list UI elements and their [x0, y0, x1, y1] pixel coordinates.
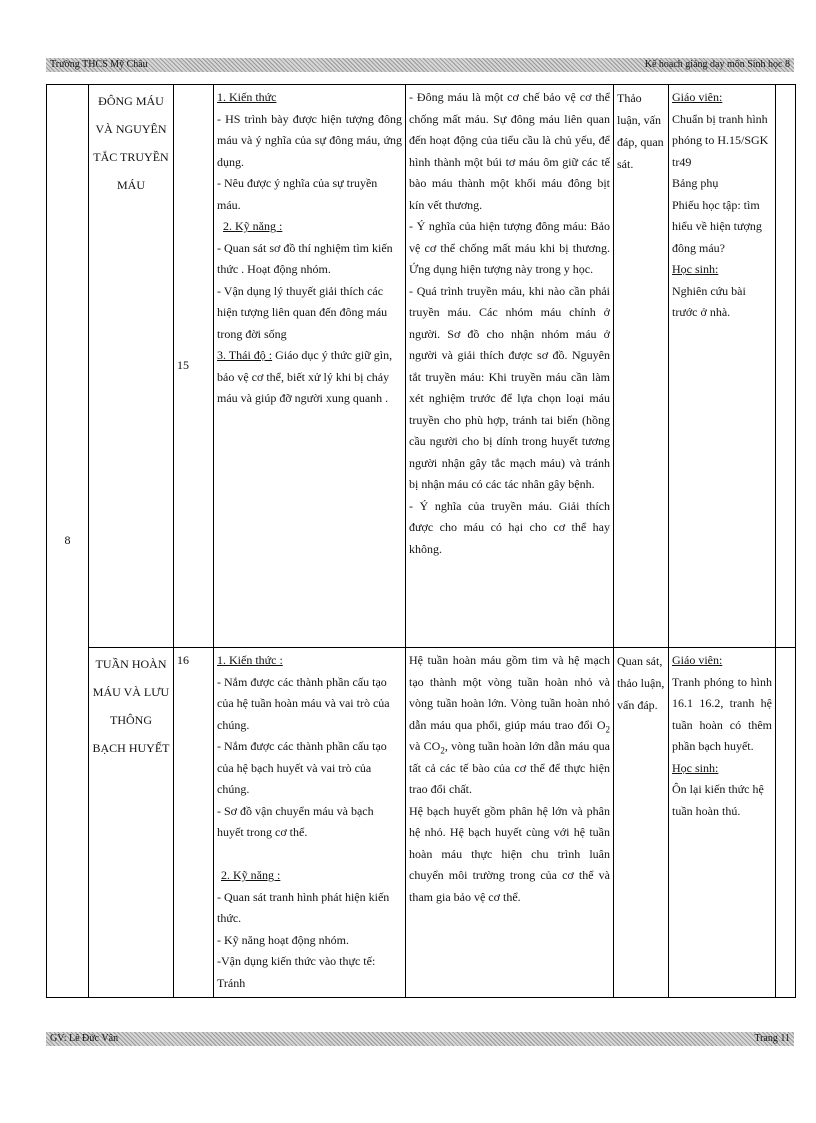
- objectives-cell: [214, 648, 406, 998]
- knowledge-label: 1. Kiến thức :: [217, 653, 283, 667]
- lesson-plan-table: [46, 84, 796, 998]
- teacher-name: GV: Lê Đức Vân: [50, 1033, 119, 1044]
- content-paragraph: Hệ tuần hoàn máu gồm tim và hệ mạch tạo thành một vòng tuần hoàn nhỏ và vòng tuần hoàn lớn. Vòng tuần hoàn nhỏ dẫn máu qua phổi, giúp máu trao đổi $O_2$ và $CO_2$, vòng tuần hoàn lớn dẫn máu qua tất cả các tế bào của cơ thể để thực hiện trao đổi chất.: [409, 653, 610, 796]
- teacher-prep: Tranh phóng to hình 16.1 16.2, tranh hệ tuần hoàn có thêm phần bạch huyết.: [672, 674, 772, 753]
- skills-label: 2. Kỹ năng :: [223, 219, 283, 233]
- content-paragraph: - Đông máu là một cơ chế bảo vệ cơ thể chống mất máu. Sự đông máu liên quan đến hoạt động của tiểu cầu là chủ yếu, để hình thành một búi tơ máu ôm giữ các tế bào máu thành một khối máu đông bịt kín vết thương.: [409, 90, 610, 212]
- teacher-label: Giáo viên:: [672, 653, 723, 667]
- teacher-label: Giáo viên:: [672, 90, 723, 104]
- objective-item: - HS trình bày được hiện tượng đông máu và ý nghĩa của sự đông máu, ứng dụng.: [217, 111, 402, 169]
- table-row: [47, 648, 796, 998]
- page-header: [46, 58, 794, 72]
- notes-cell: [776, 648, 796, 998]
- preparation-cell: [669, 648, 776, 998]
- objective-item: - Sơ đồ vận chuyển máu và bạch huyết trong cơ thể.: [217, 803, 374, 839]
- teacher-prep: Phiếu học tập: tìm hiểu về hiện tượng đông máu?: [672, 197, 762, 255]
- objective-item: - Nắm được các thành phần cấu tạo của hệ tuần hoàn máu và vai trò của chúng.: [217, 674, 390, 732]
- content-cell: [406, 648, 614, 998]
- table-row: [47, 85, 796, 648]
- student-label: Học sinh:: [672, 760, 719, 775]
- document-title: Kế hoạch giảng dạy môn Sinh học 8: [644, 59, 790, 70]
- objective-item: - Quan sát sơ đồ thí nghiệm tìm kiến thức . Hoạt động nhóm.: [217, 240, 393, 276]
- lesson-name: ĐÔNG MÁU VÀ NGUYÊN TẮC TRUYỀN MÁU: [89, 85, 174, 648]
- objectives-cell: [214, 85, 406, 648]
- student-prep: Nghiên cứu bài trước ở nhà.: [672, 283, 746, 319]
- student-prep: Ôn lại kiến thức hệ tuần hoàn thú.: [672, 782, 764, 818]
- objective-item: - Quan sát tranh hình phát hiện kiến thức.: [217, 889, 390, 925]
- objective-item: - Kỹ năng hoạt động nhóm.: [217, 932, 349, 947]
- period-number: 15: [174, 85, 214, 648]
- attitude-label: 3. Thái độ :: [217, 348, 273, 362]
- teacher-prep: Chuẩn bị tranh hình phóng to H.15/SGK tr49: [672, 111, 769, 169]
- teacher-prep: Bảng phụ: [672, 176, 719, 190]
- knowledge-label: 1. Kiến thức: [217, 90, 277, 104]
- school-name: Trường THCS Mỹ Châu: [50, 59, 148, 70]
- content-paragraph: - Quá trình truyền máu, khi nào cần phải truyền máu. Các nhóm máu chính ở người. Sơ đồ cho nhận nhóm máu ở người và giải thích được sơ đồ. Nguyên tắt truyền máu: Khi truyền máu cần làm xét nghiệm trước để lựa chọn loại máu truyền cho phù hợp, tránh tai biến (hồng cầu người cho bị dính trong huyết tương người nhận gây tắc mạch máu) và tránh bị nhận máu có các tác nhân gây bệnh.: [409, 283, 610, 491]
- objective-item: - Nắm được các thành phần cấu tạo của hệ bạch huyết và vai trò của chúng.: [217, 739, 387, 796]
- page-number: Trang 11: [754, 1033, 790, 1044]
- week-number: 8: [47, 85, 89, 998]
- method-cell: Thảo luận, vấn đáp, quan sát.: [614, 85, 669, 648]
- content-paragraph: - Ý nghĩa của truyền máu. Giải thích được cho máu có hại cho cơ thể hay không.: [409, 498, 610, 556]
- page-footer: [46, 1032, 794, 1046]
- student-label: Học sinh:: [672, 262, 719, 276]
- attitude-text: Giáo dục ý thức giữ gìn, bảo vệ cơ thể, biết xử lý khi bị chảy máu và giúp đỡ người xung quanh .: [217, 348, 393, 405]
- notes-cell: [776, 85, 796, 648]
- content-cell: [406, 85, 614, 648]
- content-paragraph: - Ý nghĩa của hiện tượng đông máu: Bảo vệ cơ thể chống mất máu khi bị thương. Ứng dụng hiện tượng này trong y học.: [409, 219, 610, 276]
- content-paragraph: Hệ bạch huyết gồm phân hệ lớn và phân hệ nhỏ. Hệ bạch huyết cùng với hệ tuần hoàn máu thực hiện chu trình luân chuyển môi trường trong của cơ thể và tham gia bảo vệ cơ thể.: [409, 803, 610, 904]
- lesson-name: TUẦN HOÀN MÁU VÀ LƯU THÔNG BẠCH HUYẾT: [89, 648, 174, 998]
- period-number: 16: [174, 648, 214, 998]
- preparation-cell: [669, 85, 776, 648]
- skills-label: 2. Kỹ năng :: [221, 868, 281, 882]
- objective-item: -Vận dụng kiến thức vào thực tế: Tránh: [217, 954, 376, 990]
- objective-item: - Nêu được ý nghĩa của sự truyền máu.: [217, 176, 378, 212]
- objective-item: - Vận dụng lý thuyết giải thích các hiện tượng liên quan đến đông máu trong đời sống: [217, 283, 388, 341]
- method-cell: Quan sát, thảo luận, vấn đáp.: [614, 648, 669, 998]
